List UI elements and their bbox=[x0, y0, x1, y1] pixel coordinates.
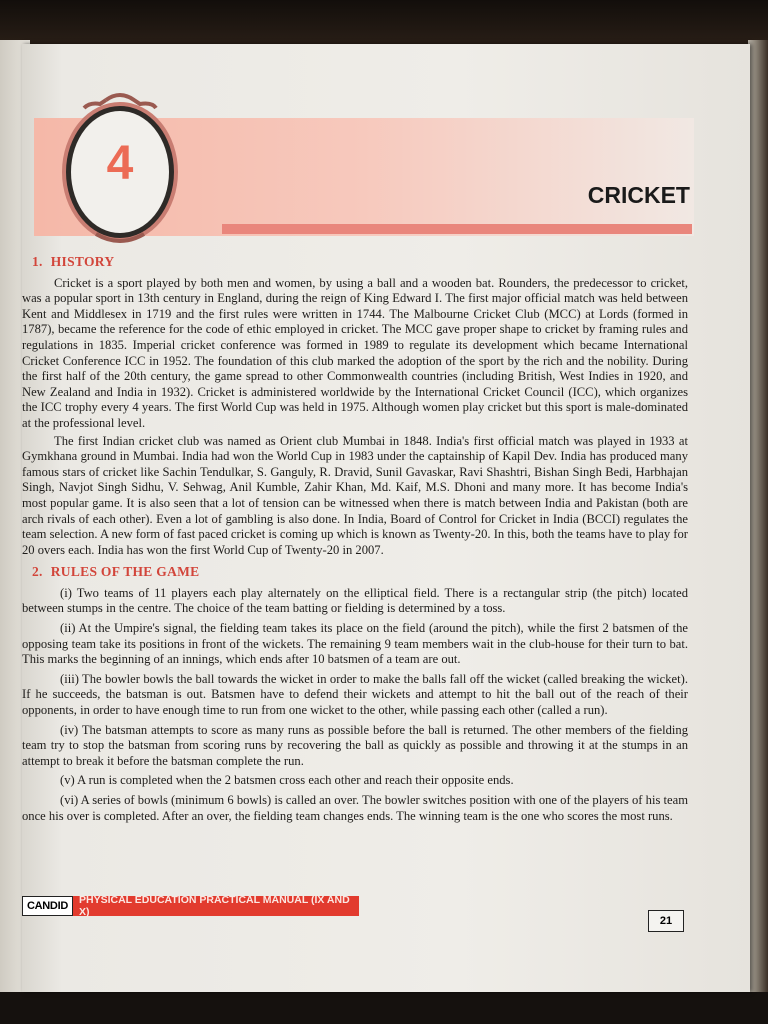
section-title: HISTORY bbox=[50, 254, 115, 269]
section-heading-history bbox=[32, 254, 688, 270]
history-paragraph-1: Cricket is a sport played by both men and women, by using a ball and a wooden bat. Rounders, the predecessor to cricket, was a popular sport in 13th century in England, during the reign of King Edward I. The first major official match was held between Kent and Middlesex in 1719 and the first rules were written in 1744. The Malbourne Cricket Club (MCC) at Lords (formed in 1787), became the reference for the code of ethic employed in cricket. The MCC gave proper shape to cricket by framing rules and regulations in 1835. Imperial cricket conference was formed in 1989 to regulate its development which became International Cricket Conference ICC in 1952. The foundation of this club marked the adoption of the sport by the rich and the nobility. During the first half of the 20th century, the game spread to other Commonwealth countries (including British, West Indies in 1920, and New Zealand and India in 1932). Cricket is administered worldwide by the International Cricket Council (ICC), which organizes the ICC trophy every 4 years. The first World Cup was held in 1975. Although women play cricket but this sport is male-dominated at the professional level. bbox=[22, 275, 688, 430]
section-number: 1. bbox=[32, 254, 43, 269]
section-number: 2. bbox=[32, 564, 43, 580]
section-title: RULES OF THE GAME bbox=[50, 564, 200, 580]
manual-title: PHYSICAL EDUCATION PRACTICAL MANUAL (IX AND X) bbox=[73, 896, 359, 916]
table-backdrop-bottom bbox=[0, 992, 768, 1024]
rule-item: (v) A run is completed when the 2 batsmen cross each other and reach their opposite ends. bbox=[60, 773, 514, 788]
section-heading-rules bbox=[32, 564, 688, 580]
publisher-brand: CANDID bbox=[22, 896, 73, 916]
page-number: 21 bbox=[648, 910, 684, 932]
chapter-number: 4 bbox=[106, 137, 134, 190]
rule-item: (iv) The batsman attempts to score as many runs as possible before the ball is returned. The other members of the fielding team try to stop the batsman from scoring runs by recovering the ball as quickly as possible and throwing it at the stumps in an attempt to break it before the batsman complete the run. bbox=[22, 722, 688, 768]
rule-item: (i) Two teams of 11 players each play alternately on the elliptical field. There is a rectangular strip (the pitch) located between stumps in the centre. The choice of the team batting or fielding is determined by a toss. bbox=[22, 585, 688, 616]
chapter-header-rule bbox=[222, 224, 692, 234]
book-page bbox=[22, 44, 750, 992]
rule-item: (ii) At the Umpire's signal, the fielding team takes its place on the field (around the pitch), while the first 2 batsmen of the opposing team take its positions in front of the wickets. The remaining 9 team members wait in the club-house for their turn to bat. This marks the beginning of an innings, which ends after 10 batsmen of a team are out. bbox=[22, 621, 688, 667]
rule-item: (vi) A series of bowls (minimum 6 bowls) is called an over. The bowler switches position with one of the players of his team once his over is completed. After an over, the fielding team changes ends. The winning team is the one who scores the most runs. bbox=[22, 793, 688, 823]
page-content bbox=[22, 254, 688, 828]
page-footer bbox=[22, 896, 359, 916]
rule-item: (iii) The bowler bowls the ball towards the wicket in order to make the balls fall off the wicket (called breaking the wicket). If he succeeds, the batsman is out. Batsmen have to defend their wickets and attempt to hit the ball out of the reach of their opponents, in order to have enough time to run from one wicket to the other, while passing each other (called a run). bbox=[22, 671, 688, 718]
chapter-title: CRICKET bbox=[587, 182, 690, 208]
history-paragraph-2: The first Indian cricket club was named as Orient club Mumbai in 1848. India's first official match was played in 1933 at Gymkhana ground in Mumbai. India had won the World Cup in 1983 under the captainship of Kapil Dev. India has produced many famous stars of cricket like Sachin Tendulkar, S. Ganguly, R. Dravid, Sunil Gavaskar, Ravi Shashtri, Bishan Singh Bedi, Harbhajan Singh, Navjot Singh Sidhu, V. Sehwag, Anil Kumble, Zahir Khan, Md. Kaif, M.S. Dhoni and many more. It has become India's most popular game. It is also seen that a lot of tension can be witnessed when there is match between India and Pakistan (both are arch rivals of each other). Even a lot of gambling is also done. In India, Board of Control for Cricket in India (BCCI) regulates the team selection. A new form of fast paced cricket is coming up which is known as Twenty-20. In this, both the teams have to play for 20 overs each. India has won the first World Cup of Twenty-20 in 2007. bbox=[22, 433, 688, 557]
page-edge bbox=[748, 40, 768, 1000]
table-backdrop bbox=[0, 0, 768, 48]
